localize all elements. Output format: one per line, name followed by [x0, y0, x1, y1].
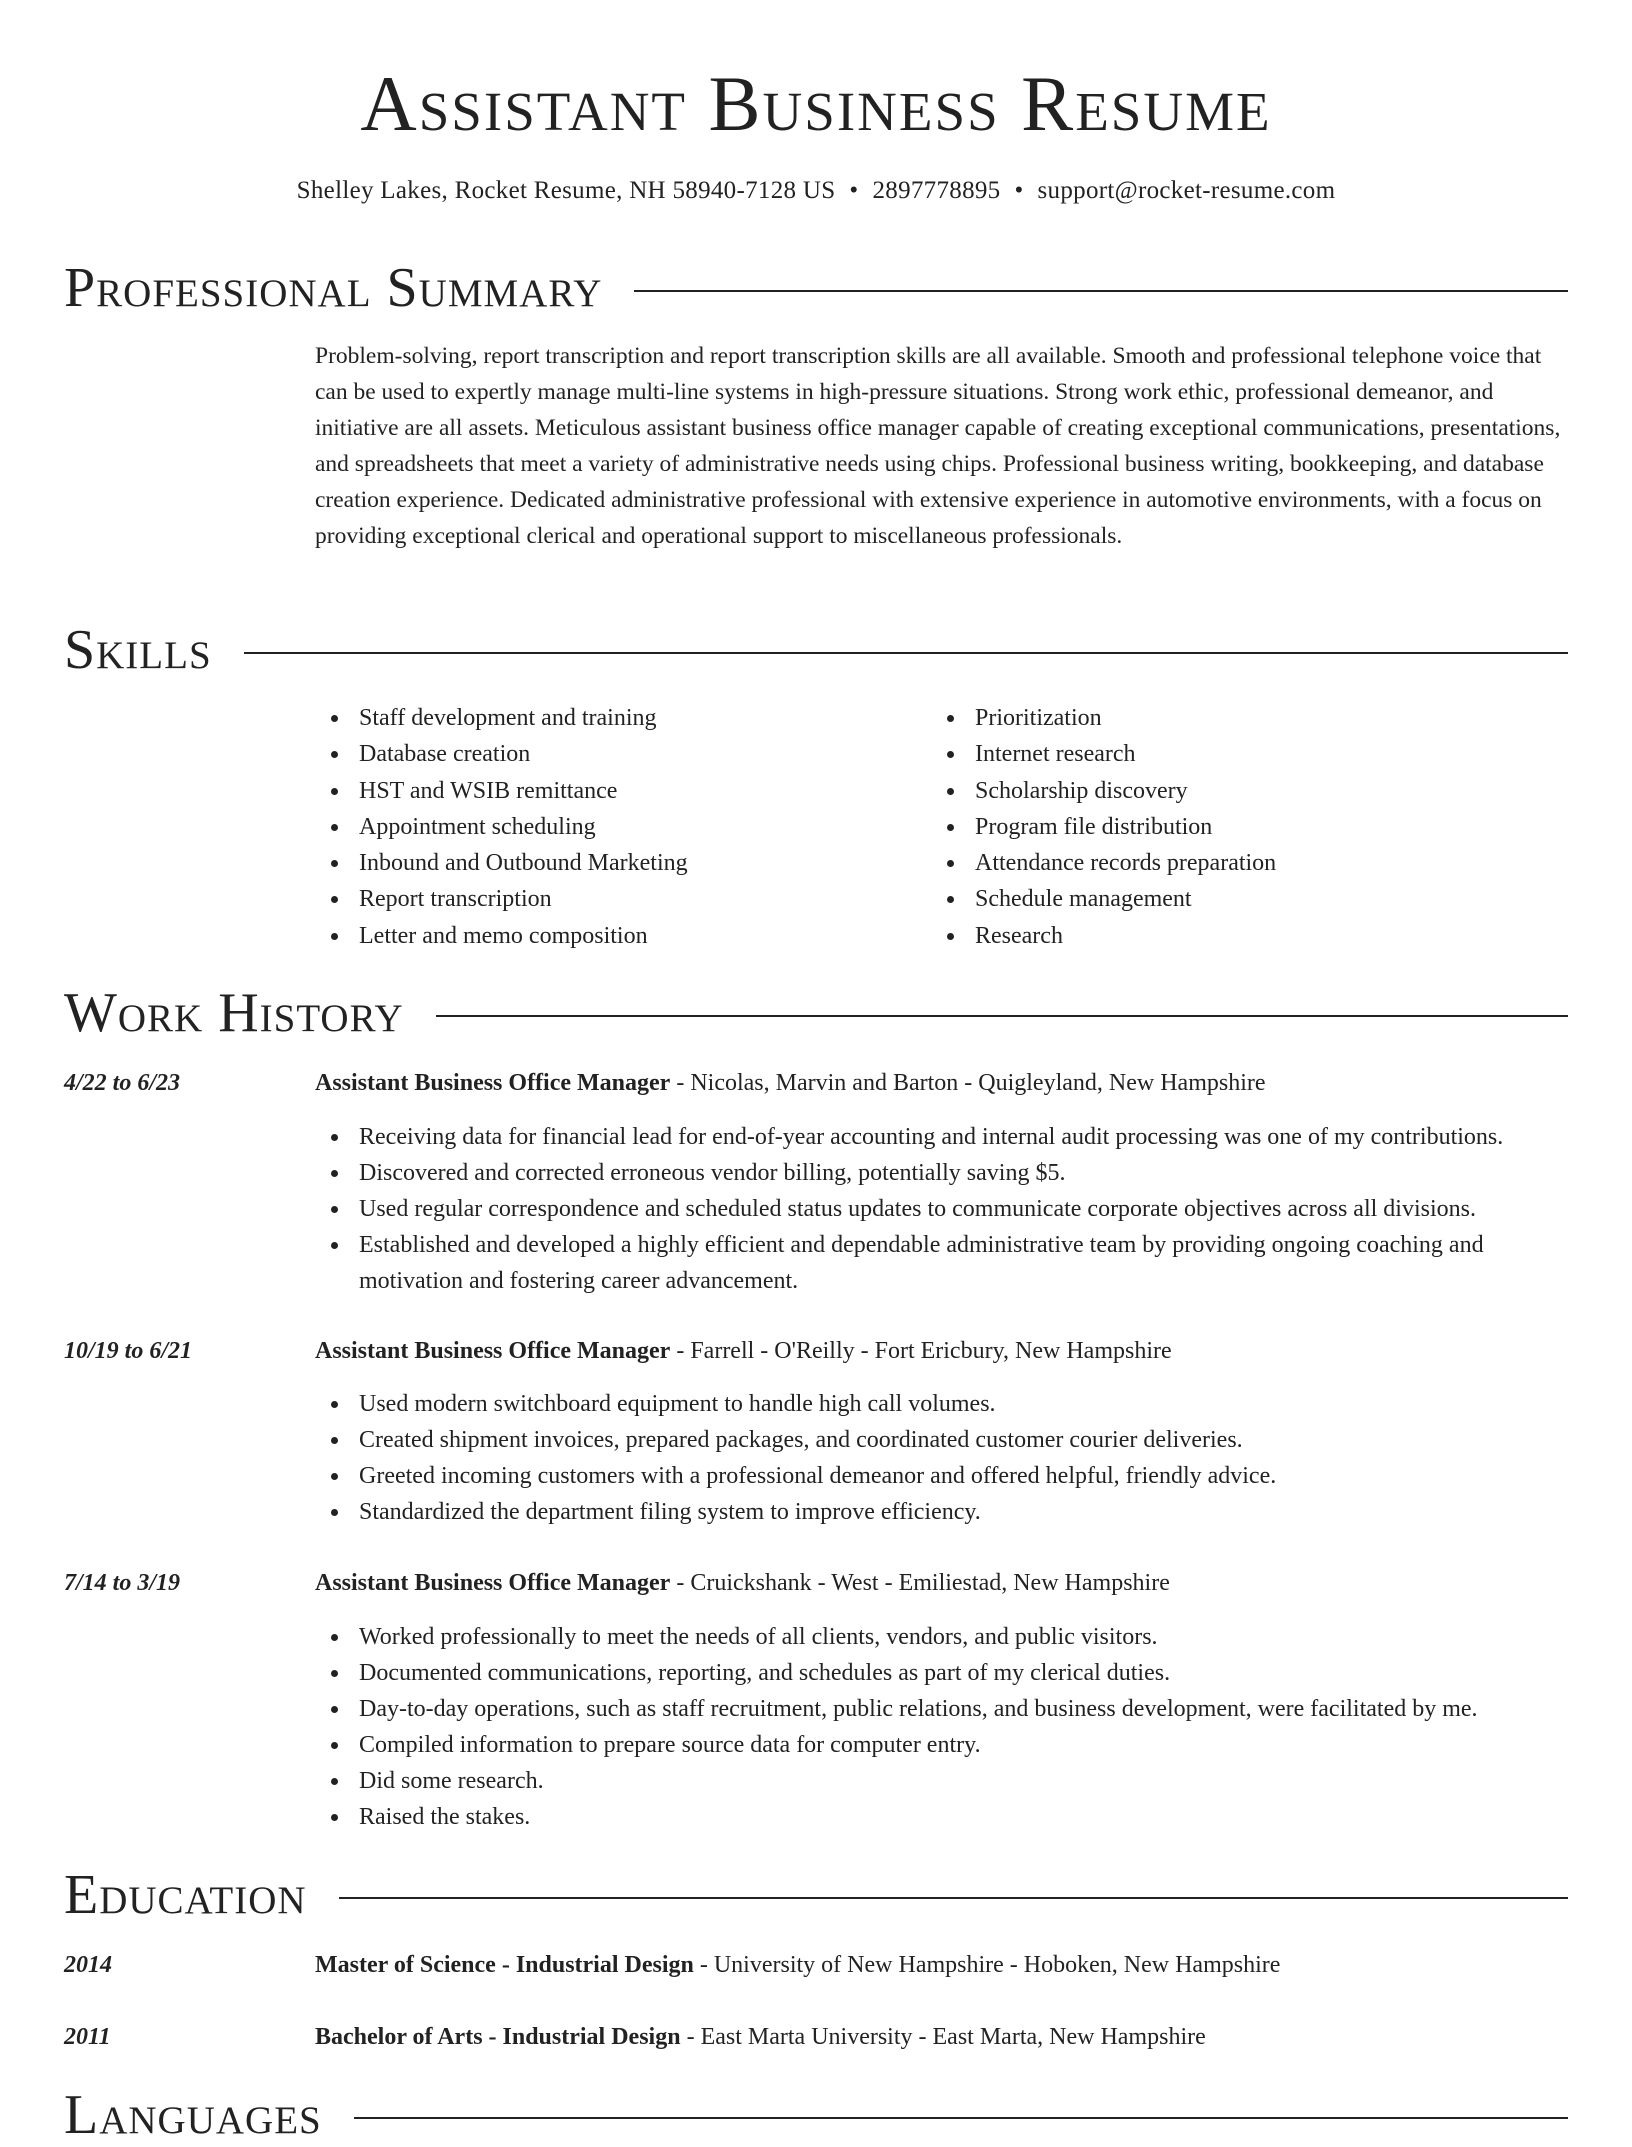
education-heading-line	[315, 1950, 1280, 1980]
contact-address: Shelley Lakes, Rocket Resume, NH 58940-7128 US	[296, 177, 836, 204]
job-bullet: Standardized the department filing system to improve efficiency.	[315, 1494, 1570, 1530]
education-heading: Education	[64, 1864, 307, 1926]
skill-item: Program file distribution	[931, 809, 1276, 845]
job-title: Assistant Business Office Manager	[315, 1338, 671, 1364]
education-section-header	[64, 1863, 1568, 1927]
education-school: - University of New Hampshire - Hoboken, New Hampshire	[693, 1952, 1281, 1978]
skill-item: Inbound and Outbound Marketing	[315, 845, 688, 881]
summary-section-header	[64, 256, 1568, 320]
job-bullet: Compiled information to prepare source data for computer entry.	[315, 1727, 1570, 1763]
skill-item: Scholarship discovery	[931, 773, 1276, 809]
skill-item: Staff development and training	[315, 700, 688, 736]
job-bullets	[315, 1119, 1570, 1299]
job-date: 7/14 to 3/19	[64, 1570, 181, 1596]
skill-item: Schedule management	[931, 881, 1276, 917]
job-date: 10/19 to 6/21	[64, 1338, 193, 1364]
job-bullet: Raised the stakes.	[315, 1799, 1570, 1835]
work-heading: Work History	[64, 982, 404, 1044]
job-heading	[315, 1068, 1266, 1098]
education-school: - East Marta University - East Marta, New Hampshire	[680, 2024, 1206, 2050]
skill-item: HST and WSIB remittance	[315, 773, 688, 809]
contact-line	[0, 176, 1632, 206]
skills-list-right	[931, 700, 1276, 954]
languages-heading: Languages	[64, 2084, 322, 2146]
job-bullet: Worked professionally to meet the needs of all clients, vendors, and public visitors.	[315, 1619, 1570, 1655]
job-bullet: Created shipment invoices, prepared packages, and coordinated customer courier deliveries.	[315, 1422, 1570, 1458]
contact-separator: •	[849, 177, 859, 204]
job-bullet: Documented communications, reporting, and schedules as part of my clerical duties.	[315, 1655, 1570, 1691]
contact-separator: •	[1014, 177, 1024, 204]
languages-section-header	[64, 2083, 1568, 2147]
skill-item: Report transcription	[315, 881, 688, 917]
section-divider	[436, 1015, 1568, 1017]
skill-item: Prioritization	[931, 700, 1276, 736]
skill-item: Database creation	[315, 736, 688, 772]
section-divider	[244, 652, 1568, 654]
skill-item: Appointment scheduling	[315, 809, 688, 845]
education-heading-line	[315, 2022, 1206, 2052]
skill-item: Internet research	[931, 736, 1276, 772]
job-employer: - Farrell - O'Reilly - Fort Ericbury, New Hampshire	[670, 1338, 1172, 1364]
summary-text: Problem-solving, report transcription and report transcription skills are all available. Smooth and professional telephone voice that can be used to expertly manage multi-line systems in high-pressure situations. Strong work ethic, professional demeanor, and initiative are all assets. Meticulous assistant business office manager capable of creating exceptional communications, presentations, and spreadsheets that meet a variety of administrative needs using chips. Professional business writing, bookkeeping, and database creation experience. Dedicated administrative professional with extensive experience in automotive environments, with a focus on providing exceptional clerical and operational support to miscellaneous professionals.	[315, 343, 1561, 549]
section-divider	[634, 290, 1568, 292]
job-heading	[315, 1568, 1170, 1598]
skill-item: Research	[931, 918, 1276, 954]
job-bullets	[315, 1619, 1570, 1835]
contact-email: support@rocket-resume.com	[1037, 177, 1336, 204]
job-date: 4/22 to 6/23	[64, 1070, 181, 1096]
resume-title: Assistant Business Resume	[360, 60, 1272, 147]
job-bullet: Discovered and corrected erroneous vendor billing, potentially saving $5.	[315, 1155, 1570, 1191]
job-title: Assistant Business Office Manager	[315, 1070, 671, 1096]
job-bullets	[315, 1386, 1570, 1530]
education-degree: Bachelor of Arts - Industrial Design	[315, 2024, 681, 2050]
job-bullet: Did some research.	[315, 1763, 1570, 1799]
skills-heading: Skills	[64, 619, 212, 681]
job-heading	[315, 1336, 1172, 1366]
education-year: 2014	[64, 1952, 112, 1978]
job-bullet: Receiving data for financial lead for end-of-year accounting and internal audit processing was one of my contributions.	[315, 1119, 1570, 1155]
skills-section-header	[64, 618, 1568, 682]
job-bullet: Used regular correspondence and scheduled status updates to communicate corporate objectives across all divisions.	[315, 1191, 1570, 1227]
job-bullet: Established and developed a highly efficient and dependable administrative team by providing ongoing coaching and motivation and fostering career advancement.	[315, 1227, 1570, 1299]
job-employer: - Cruickshank - West - Emiliestad, New Hampshire	[670, 1570, 1170, 1596]
summary-heading: Professional Summary	[64, 257, 603, 319]
education-year: 2011	[64, 2024, 111, 2050]
section-divider	[354, 2117, 1568, 2119]
job-title: Assistant Business Office Manager	[315, 1570, 671, 1596]
job-employer: - Nicolas, Marvin and Barton - Quigleyland, New Hampshire	[670, 1070, 1266, 1096]
skill-item: Letter and memo composition	[315, 918, 688, 954]
job-bullet: Used modern switchboard equipment to handle high call volumes.	[315, 1386, 1570, 1422]
contact-phone: 2897778895	[872, 177, 1001, 204]
skill-item: Attendance records preparation	[931, 845, 1276, 881]
job-bullet: Greeted incoming customers with a professional demeanor and offered helpful, friendly advice.	[315, 1458, 1570, 1494]
section-divider	[339, 1897, 1568, 1899]
work-section-header	[64, 981, 1568, 1045]
education-degree: Master of Science - Industrial Design	[315, 1952, 694, 1978]
skills-list-left	[315, 700, 688, 954]
job-bullet: Day-to-day operations, such as staff recruitment, public relations, and business development, were facilitated by me.	[315, 1691, 1570, 1727]
